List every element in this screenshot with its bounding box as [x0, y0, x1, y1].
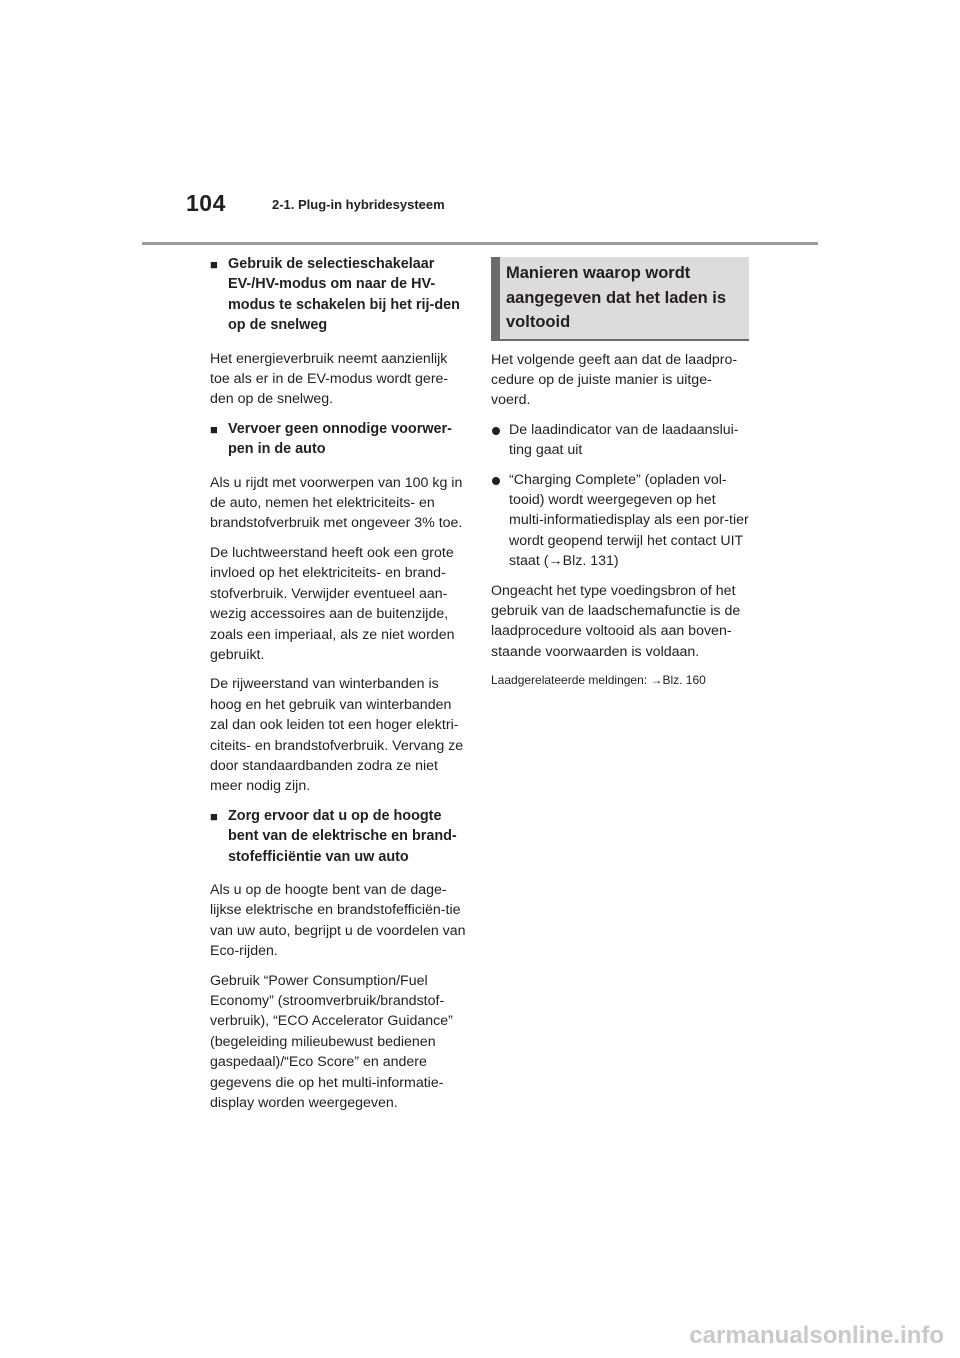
paragraph: Gebruik “Power Consumption/Fuel Economy” (stroomverbruik/brandstof-verbruik), “ECO Accelerator Guidance” (begeleiding milieubewust bedienen gaspedaal)/“Eco Score” en andere gegevens die op het multi-informatie-display worden weergegeven. — [210, 972, 453, 1112]
subheading-ev-hv-mode — [210, 254, 468, 336]
section-title: 2-1. Plug-in hybridesysteem — [272, 197, 445, 212]
watermark: carmanualsonline.info — [689, 1322, 944, 1349]
paragraph: De luchtweerstand heeft ook een grote invloed op het elektriciteits- en brand-stofverbruik. Verwijder eventueel aan-wezig accessoires aan de buitenzijde, zoals een imperiaal, als ze niet worden gebruikt. — [210, 544, 455, 663]
subheading-efficiency — [210, 806, 468, 867]
list-item-text: De laadindicator van de laadaanslui-ting gaat uit — [509, 421, 739, 459]
bullet-dot-icon — [492, 427, 500, 435]
list-item — [491, 420, 749, 461]
square-bullet-icon: ■ — [210, 421, 218, 437]
list-item-text: “Charging Complete” (opladen vol-tooid) wordt weergegeven op het multi-informatiedisplay als een por-tier wordt geopend terwijl het contact UIT staat (→Blz. 131) — [509, 471, 749, 570]
square-bullet-icon: ■ — [210, 808, 218, 824]
subheading-luggage — [210, 419, 468, 460]
header-divider — [142, 242, 818, 245]
list-item — [491, 470, 749, 572]
bullet-dot-icon — [492, 477, 500, 485]
paragraph: Ongeacht het type voedingsbron of het gebruik van de laadschemafunctie is de laadprocedure voltooid als aan boven-staande voorwaarden is voldaan. — [491, 582, 741, 660]
subheading-text: Gebruik de selectieschakelaar EV-/HV-modus om naar de HV-modus te schakelen bij het rij-den op de snelweg — [228, 256, 460, 334]
square-bullet-icon: ■ — [210, 257, 218, 272]
paragraph: Als u rijdt met voorwerpen van 100 kg in de auto, nemen het elektriciteits- en brandstofverbruik met ongeveer 3% toe. — [210, 474, 463, 532]
right-column — [491, 257, 749, 689]
paragraph: Het energieverbruik neemt aanzienlijk toe als er in de EV-modus wordt gere-den op de snelweg. — [210, 350, 449, 408]
paragraph: Als u op de hoogte bent van de dage-lijkse elektrische en brandstofefficiën-tie van uw auto, begrijpt u de voordelen van Eco-rijden. — [210, 881, 466, 960]
paragraph: De rijweerstand van winterbanden is hoog en het gebruik van winterbanden zal dan ook leiden tot een hoger elektri-citeits- en brandstofverbruik. Vervang ze door standaardbanden zodra ze niet meer nodig zijn. — [210, 676, 464, 795]
paragraph: Het volgende geeft aan dat de laadpro-cedure op de juiste manier is uitge-voerd. — [491, 351, 738, 409]
reference-note: Laadgerelateerde meldingen: →Blz. 160 — [491, 673, 706, 688]
section-heading-charging-complete: Manieren waarop wordt aangegeven dat het laden is voltooid — [491, 257, 749, 341]
subheading-text: Zorg ervoor dat u op de hoogte bent van de elektrische en brand-stofefficiëntie van uw auto — [228, 807, 457, 865]
subheading-text: Vervoer geen onnodige voorwer-pen in de auto — [228, 420, 452, 458]
left-column — [210, 254, 468, 1122]
page-number: 104 — [186, 190, 226, 216]
